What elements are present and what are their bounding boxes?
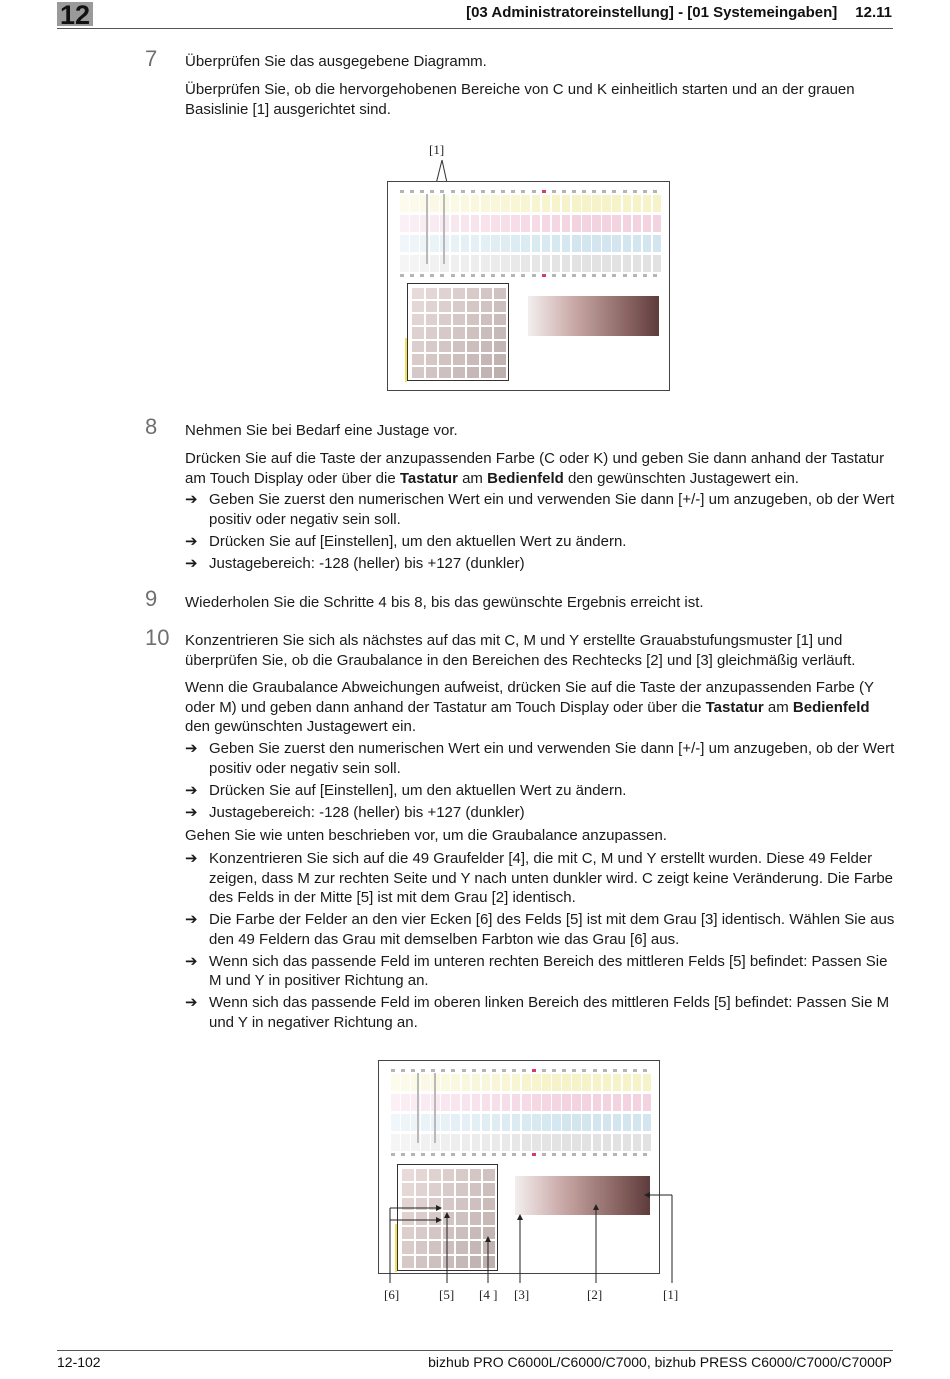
gray-patch	[412, 288, 424, 299]
gray-patch	[412, 354, 424, 365]
registration-mark	[623, 274, 627, 277]
gray-patch	[426, 327, 438, 338]
list-item: ➔ Justagebereich: -128 (heller) bis +127 (dunkler)	[185, 554, 525, 572]
arrow-icon: ➔	[185, 994, 198, 1011]
registration-mark	[481, 190, 485, 193]
color-patch	[461, 255, 470, 272]
gray-patch	[412, 367, 424, 378]
color-patch	[400, 195, 409, 212]
color-patch	[542, 235, 551, 252]
registration-mark	[633, 274, 637, 277]
gray-patch	[453, 288, 465, 299]
color-patch	[400, 235, 409, 252]
color-patch	[532, 195, 541, 212]
registration-mark	[420, 190, 424, 193]
registration-mark	[612, 190, 616, 193]
keyword-bedienfeld: Bedienfeld	[792, 698, 870, 716]
color-patch	[430, 215, 439, 232]
color-patch	[430, 255, 439, 272]
registration-mark	[572, 190, 576, 193]
arrow-icon: ➔	[185, 781, 198, 799]
registration-mark	[481, 274, 485, 277]
keyword-tastatur: Tastatur	[399, 469, 458, 487]
arrow-icon: ➔	[185, 803, 198, 821]
arrow-icon: ➔	[185, 850, 198, 867]
gray-gradient-bar	[528, 296, 659, 336]
color-patch	[511, 195, 520, 212]
color-patch	[532, 235, 541, 252]
color-patch	[410, 215, 419, 232]
color-patch	[582, 195, 591, 212]
chapter-number: 12	[60, 0, 91, 30]
color-patch	[542, 215, 551, 232]
color-patch	[542, 255, 551, 272]
color-patch	[521, 235, 530, 252]
page-header	[448, 4, 892, 21]
step-9-number: 9	[145, 586, 158, 611]
color-patch	[572, 235, 581, 252]
color-patch	[532, 215, 541, 232]
gray-patch	[453, 327, 465, 338]
registration-mark	[461, 274, 465, 277]
registration-mark	[501, 274, 505, 277]
color-patch	[400, 215, 409, 232]
arrow-icon: ➔	[185, 952, 198, 970]
color-patch	[582, 235, 591, 252]
gray-patch	[481, 341, 493, 352]
registration-mark	[542, 274, 546, 277]
callout-1: [1]	[429, 142, 445, 157]
callout-3: [3]	[514, 1287, 530, 1302]
gray-patch	[426, 301, 438, 312]
color-patch	[511, 215, 520, 232]
color-patch	[643, 195, 652, 212]
registration-mark	[552, 274, 556, 277]
color-patch	[501, 235, 510, 252]
callout-5: [5]	[439, 1287, 455, 1302]
registration-mark	[643, 274, 647, 277]
step-8-number: 8	[145, 414, 158, 439]
list-item: ➔ Justagebereich: -128 (heller) bis +127 (dunkler)	[185, 803, 525, 821]
arrow-icon: ➔	[185, 740, 198, 757]
color-patch	[653, 255, 662, 272]
gray-patch	[494, 327, 506, 338]
registration-mark	[602, 190, 606, 193]
color-patch	[592, 195, 601, 212]
gray-patch	[453, 367, 465, 378]
color-patch	[602, 255, 611, 272]
chart-frame	[387, 181, 670, 391]
baseline-marker	[426, 194, 428, 264]
registration-mark	[430, 274, 434, 277]
registration-mark	[562, 190, 566, 193]
gray-grid	[407, 283, 509, 381]
gray-patch	[453, 354, 465, 365]
color-patch	[491, 255, 500, 272]
gray-patch	[494, 367, 506, 378]
registration-mark	[471, 274, 475, 277]
gray-patch	[481, 327, 493, 338]
list-item: ➔ Geben Sie zuerst den numerischen Wert ein und verwenden Sie dann [+/-] um anzugeben, ob der Wert positiv oder negativ sein soll.	[185, 491, 895, 528]
color-patch	[521, 215, 530, 232]
gray-patch	[426, 288, 438, 299]
gray-patch	[467, 354, 479, 365]
list-item: ➔ Drücken Sie auf [Einstellen], um den aktuellen Wert zu ändern.	[185, 781, 627, 799]
registration-mark	[491, 190, 495, 193]
step-10-number: 10	[145, 625, 170, 650]
color-patch	[532, 255, 541, 272]
gray-patch	[467, 288, 479, 299]
color-patch	[572, 215, 581, 232]
color-patch	[643, 215, 652, 232]
gray-patch	[481, 354, 493, 365]
step-7-description: Überprüfen Sie, ob die hervorgehobenen Bereiche von C und K einheitlich starten und an der grauen Basislinie [1] ausgerichtet sind.	[185, 81, 855, 118]
color-patch	[582, 215, 591, 232]
color-patch	[430, 195, 439, 212]
color-patch	[461, 235, 470, 252]
gray-patch	[467, 341, 479, 352]
registration-mark	[400, 274, 404, 277]
gray-patch	[494, 341, 506, 352]
keyword-tastatur: Tastatur	[705, 698, 764, 716]
footer-divider	[57, 1350, 893, 1351]
registration-mark	[491, 274, 495, 277]
gray-patch	[467, 327, 479, 338]
color-patch	[501, 215, 510, 232]
color-patch	[562, 195, 571, 212]
registration-mark	[562, 274, 566, 277]
color-patch	[410, 255, 419, 272]
gray-patch	[467, 301, 479, 312]
registration-mark	[582, 190, 586, 193]
registration-mark	[532, 190, 536, 193]
color-patch	[481, 255, 490, 272]
color-patch	[633, 235, 642, 252]
registration-mark	[582, 274, 586, 277]
keyword-bedienfeld: Bedienfeld	[487, 469, 564, 487]
color-patch	[612, 255, 621, 272]
color-patch	[623, 195, 632, 212]
list-item: ➔ Wenn sich das passende Feld im unteren rechten Bereich des mittleren Felds [5] befindet: Passen Sie M und Y in positiver Richtung an.	[185, 952, 888, 989]
color-patch	[602, 215, 611, 232]
color-patch	[592, 235, 601, 252]
color-patch	[623, 255, 632, 272]
step-10-instruction: Gehen Sie wie unten beschrieben vor, um die Graubalance anzupassen.	[185, 827, 667, 844]
color-patch	[612, 195, 621, 212]
color-patch	[552, 195, 561, 212]
registration-mark	[440, 190, 444, 193]
color-patch	[633, 215, 642, 232]
color-patch	[542, 195, 551, 212]
registration-mark	[430, 190, 434, 193]
color-patch	[511, 235, 520, 252]
registration-mark	[451, 190, 455, 193]
registration-mark	[592, 274, 596, 277]
step-10-bullets-a	[185, 739, 895, 825]
list-item: ➔ Drücken Sie auf [Einstellen], um den aktuellen Wert zu ändern.	[185, 532, 627, 550]
list-item: ➔ Wenn sich das passende Feld im oberen linken Bereich des mittleren Felds [5] befindet: Passen Sie M und Y in negativer Richtung an.	[185, 994, 890, 1031]
registration-mark	[521, 274, 525, 277]
color-patch	[521, 195, 530, 212]
gray-patch	[453, 301, 465, 312]
step-7-number: 7	[145, 46, 158, 71]
color-patch	[552, 215, 561, 232]
step-10-bullets-b	[185, 849, 895, 1035]
registration-mark	[542, 190, 546, 193]
color-patch	[481, 195, 490, 212]
registration-mark	[521, 190, 525, 193]
registration-mark	[461, 190, 465, 193]
color-patch	[461, 195, 470, 212]
registration-mark	[602, 274, 606, 277]
color-patch	[653, 235, 662, 252]
gray-patch	[494, 301, 506, 312]
color-patch	[430, 235, 439, 252]
color-patch	[471, 255, 480, 272]
color-patch	[400, 255, 409, 272]
color-patch	[572, 195, 581, 212]
color-patch	[562, 235, 571, 252]
color-patch	[461, 215, 470, 232]
gray-patch	[439, 288, 451, 299]
registration-mark	[440, 274, 444, 277]
color-patch	[501, 195, 510, 212]
gray-patch	[426, 354, 438, 365]
color-patch	[653, 195, 662, 212]
callout-2: [2]	[587, 1287, 603, 1302]
gray-patch	[467, 314, 479, 325]
gray-patch	[412, 301, 424, 312]
color-patch	[633, 195, 642, 212]
color-patch	[501, 255, 510, 272]
gray-patch	[439, 301, 451, 312]
registration-mark	[410, 190, 414, 193]
color-patch	[451, 195, 460, 212]
color-patch	[471, 195, 480, 212]
color-patch	[481, 215, 490, 232]
gray-patch	[439, 327, 451, 338]
registration-mark	[633, 190, 637, 193]
gray-patch	[439, 354, 451, 365]
step-7-heading: Überprüfen Sie das ausgegebene Diagramm.	[185, 53, 487, 70]
color-patch	[552, 255, 561, 272]
page-number: 12-102	[57, 1354, 101, 1370]
registration-mark	[612, 274, 616, 277]
gray-patch	[481, 367, 493, 378]
header-title: [03 Administratoreinstellung] - [01 Systemeingaben]	[466, 4, 838, 21]
baseline-marker	[443, 194, 445, 264]
registration-mark	[410, 274, 414, 277]
color-patch	[521, 255, 530, 272]
color-patch	[451, 215, 460, 232]
registration-mark	[552, 190, 556, 193]
color-patch	[612, 235, 621, 252]
step-10-description: Wenn die Graubalance Abweichungen aufweist, drücken Sie auf die Taste der anzupassenden Farbe (Y oder M) und geben dann anhand der Tastatur am Touch Display oder über die Tastatur am Bedienfeld den gewünschten Justagewert ein.	[185, 679, 874, 735]
step-10-heading: Konzentrieren Sie sich als nächstes auf das mit C, M und Y erstellte Grauabstufungsmuster [1] und überprüfen Sie, ob die Graubalance in den Bereichen des Rechtecks [2] und [3] gleichmäßig verläuft.	[185, 632, 856, 669]
color-patch	[562, 255, 571, 272]
registration-mark	[451, 274, 455, 277]
gray-patch	[439, 341, 451, 352]
color-patch	[410, 235, 419, 252]
registration-mark	[420, 274, 424, 277]
registration-mark	[511, 274, 515, 277]
header-divider	[57, 28, 893, 29]
color-patch	[612, 215, 621, 232]
gray-patch	[426, 341, 438, 352]
arrow-icon: ➔	[185, 554, 198, 572]
arrow-icon: ➔	[185, 532, 198, 550]
registration-mark	[400, 190, 404, 193]
color-patch	[471, 235, 480, 252]
step-8-heading: Nehmen Sie bei Bedarf eine Justage vor.	[185, 422, 458, 439]
color-patch	[511, 255, 520, 272]
registration-mark	[592, 190, 596, 193]
arrow-icon: ➔	[185, 911, 198, 928]
registration-mark	[532, 274, 536, 277]
registration-mark	[572, 274, 576, 277]
gray-patch	[481, 301, 493, 312]
color-patch	[410, 195, 419, 212]
color-patch	[623, 235, 632, 252]
gray-patch	[412, 314, 424, 325]
gray-patch	[467, 367, 479, 378]
gray-patch	[453, 314, 465, 325]
color-patch	[633, 255, 642, 272]
gray-patch	[439, 367, 451, 378]
registration-mark	[511, 190, 515, 193]
gray-patch	[426, 314, 438, 325]
color-patch	[602, 235, 611, 252]
registration-mark	[643, 190, 647, 193]
gray-patch	[481, 314, 493, 325]
registration-mark	[623, 190, 627, 193]
gray-patch	[412, 341, 424, 352]
step-9-heading: Wiederholen Sie die Schritte 4 bis 8, bis das gewünschte Ergebnis erreicht ist.	[185, 594, 704, 611]
color-patch	[653, 215, 662, 232]
color-patch	[491, 235, 500, 252]
callout-1: [1]	[663, 1287, 679, 1302]
callout-6: [6]	[384, 1287, 400, 1302]
step-8-description: Drücken Sie auf die Taste der anzupassenden Farbe (C oder K) und geben Sie dann anhand der Tastatur am Touch Display oder über die Tastatur am Bedienfeld den gewünschten Justagewert ein.	[185, 450, 885, 487]
color-patch	[562, 215, 571, 232]
gray-patch	[426, 367, 438, 378]
color-patch	[481, 235, 490, 252]
step-8-bullets	[185, 490, 895, 576]
gray-patch	[439, 314, 451, 325]
color-patch	[491, 215, 500, 232]
figure-test-chart-2	[370, 1058, 690, 1308]
color-patch	[592, 255, 601, 272]
yellow-edge	[405, 338, 407, 382]
color-patch	[471, 215, 480, 232]
callout-lines	[370, 1058, 690, 1308]
arrow-icon: ➔	[185, 491, 198, 508]
registration-mark	[471, 190, 475, 193]
gray-patch	[494, 354, 506, 365]
gray-patch	[481, 288, 493, 299]
color-patch	[451, 235, 460, 252]
gray-patch	[412, 327, 424, 338]
color-patch	[451, 255, 460, 272]
color-patch	[643, 255, 652, 272]
color-patch	[602, 195, 611, 212]
gray-patch	[494, 288, 506, 299]
color-patch	[623, 215, 632, 232]
callout-4: [4 ]	[479, 1287, 498, 1302]
color-patch	[592, 215, 601, 232]
gray-patch	[494, 314, 506, 325]
figure-test-chart-1	[380, 140, 680, 395]
list-item: ➔ Konzentrieren Sie sich auf die 49 Graufelder [4], die mit C, M und Y erstellt wurden. Diese 49 Felder zeigen, dass M zur rechten Seite und Y nach unten dunkler wird. C zeigt keine Veränderung. Die Farbe des Felds in der Mitte [5] ist mit dem Grau [2] identisch.	[185, 850, 894, 906]
color-patch	[582, 255, 591, 272]
list-item: ➔ Geben Sie zuerst den numerischen Wert ein und verwenden Sie dann [+/-] um anzugeben, ob der Wert positiv oder negativ sein soll.	[185, 740, 895, 777]
registration-mark	[653, 190, 657, 193]
registration-mark	[653, 274, 657, 277]
color-patch	[491, 195, 500, 212]
product-name: bizhub PRO C6000L/C6000/C7000, bizhub PRESS C6000/C7000/C7000P	[428, 1354, 892, 1370]
color-patch	[643, 235, 652, 252]
registration-mark	[501, 190, 505, 193]
color-patch	[552, 235, 561, 252]
gray-patch	[453, 341, 465, 352]
header-section: 12.11	[855, 4, 892, 21]
color-patch	[572, 255, 581, 272]
list-item: ➔ Die Farbe der Felder an den vier Ecken [6] des Felds [5] ist mit dem Grau [3] identisch. Wählen Sie aus den 49 Feldern das Grau mit demselben Farbton wie das Grau [6] aus.	[185, 911, 895, 948]
